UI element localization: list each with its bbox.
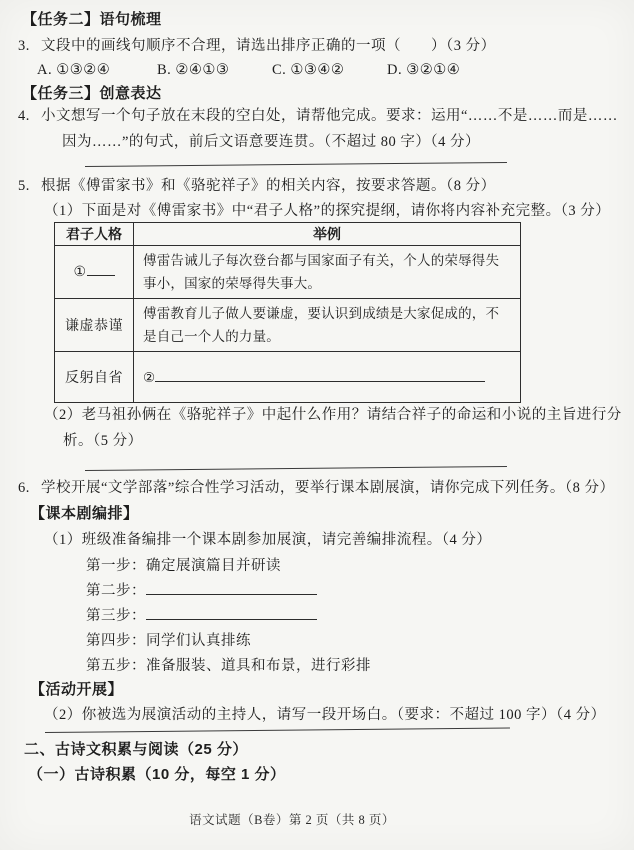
question-6-sub2: （2）你被选为展演活动的主持人，请写一段开场白。（要求：不超过 100 字）（4 分） — [44, 707, 606, 723]
table-row-2 — [55, 299, 521, 352]
activity-header: 【活动开展】 — [30, 681, 124, 698]
table-row-3 — [55, 352, 521, 403]
table-header-row — [55, 223, 521, 246]
example-cell-3 — [134, 352, 521, 403]
step-2 — [86, 581, 317, 601]
option-d: D. ③②①④ — [387, 62, 461, 78]
step-1-text: 确定展演篇目并研读 — [146, 558, 281, 574]
answer-rule-q4 — [85, 162, 507, 167]
trait-cell-3: 反躬自省 — [55, 352, 134, 403]
step-5-label: 第五步： — [86, 658, 146, 674]
answer-blank — [87, 263, 115, 276]
step-4-label: 第四步： — [86, 633, 146, 649]
answer-blank — [146, 582, 317, 595]
table-row-1 — [55, 246, 521, 299]
circled-2: ② — [143, 369, 156, 385]
question-5-sub2-line2: 析。（5 分） — [63, 433, 143, 449]
question-3-text: 文段中的画线句顺序不合理，请选出排序正确的一项（ ）（3 分） — [41, 38, 496, 54]
answer-blank — [155, 369, 485, 382]
example-cell-2: 傅雷教育儿子做人要谦虚，要认识到成绩是大家促成的，不是自己一个人的力量。 — [134, 299, 521, 352]
trait-cell-1 — [55, 246, 134, 299]
section-2-subtitle: （一）古诗积累（10 分，每空 1 分） — [28, 766, 286, 783]
table-header-example: 举例 — [134, 223, 521, 246]
junzi-table — [54, 222, 521, 403]
option-c: C. ①③④② — [272, 62, 345, 78]
question-6-number: 6. — [18, 480, 30, 496]
step-3-label: 第三步： — [86, 608, 146, 624]
section-divider-rule — [45, 728, 510, 734]
section-2-title: 二、古诗文积累与阅读（25 分） — [24, 741, 248, 758]
question-6-text: 学校开展“文学部落”综合性学习活动，要举行课本剧展演，请你完成下列任务。（8 分） — [41, 480, 615, 496]
trait-cell-2: 谦虚恭谨 — [55, 299, 134, 352]
option-b: B. ②④①③ — [157, 62, 230, 78]
step-3 — [86, 606, 317, 626]
step-5 — [86, 656, 371, 676]
question-6 — [18, 478, 615, 498]
step-1-label: 第一步： — [86, 558, 146, 574]
step-5-text: 准备服装、道具和布景，进行彩排 — [146, 658, 371, 674]
question-4 — [18, 106, 618, 126]
question-4-number: 4. — [18, 108, 30, 124]
question-4-line1: 小文想写一个句子放在末段的空白处，请帮他完成。要求：运用“……不是……而是…… — [41, 108, 618, 124]
step-4 — [86, 631, 251, 651]
step-4-text: 同学们认真排练 — [146, 633, 251, 649]
question-5-text: 根据《傅雷家书》和《骆驼祥子》的相关内容，按要求答题。（8 分） — [41, 178, 496, 194]
question-5-sub2-line1: （2）老马祖孙俩在《骆驼祥子》中起什么作用？请结合祥子的命运和小说的主旨进行分 — [44, 407, 622, 423]
step-2-label: 第二步： — [86, 583, 146, 599]
question-4-line2: 因为……”的句式，前后文语意要连贯。（不超过 80 字）（4 分） — [62, 134, 481, 150]
option-a: A. ①③②④ — [37, 62, 111, 78]
circled-1: ① — [73, 265, 87, 280]
example-cell-1: 傅雷告诫儿子每次登台都与国家面子有关，个人的荣辱得失事小，国家的荣辱得失事大。 — [134, 246, 521, 299]
question-3 — [18, 36, 496, 56]
drama-arrangement-header: 【课本剧编排】 — [30, 505, 139, 522]
task3-header: 【任务三】创意表达 — [22, 85, 162, 102]
question-6-sub1: （1）班级准备编排一个课本剧参加展演，请完善编排流程。（4 分） — [44, 532, 492, 548]
page-footer: 语文试题（B卷）第 2 页（共 8 页） — [189, 813, 395, 827]
question-5-sub1: （1）下面是对《傅雷家书》中“君子人格”的探究提纲，请你将内容补充完整。（3 分） — [44, 203, 611, 219]
answer-blank — [146, 607, 317, 620]
question-3-number: 3. — [18, 38, 30, 54]
answer-rule-q5 — [85, 466, 507, 471]
question-3-options — [0, 60, 634, 80]
table-header-trait: 君子人格 — [55, 223, 134, 246]
question-5-number: 5. — [18, 178, 30, 194]
task2-header: 【任务二】语句梳理 — [22, 11, 162, 28]
question-5 — [18, 176, 496, 196]
step-1 — [86, 556, 281, 576]
